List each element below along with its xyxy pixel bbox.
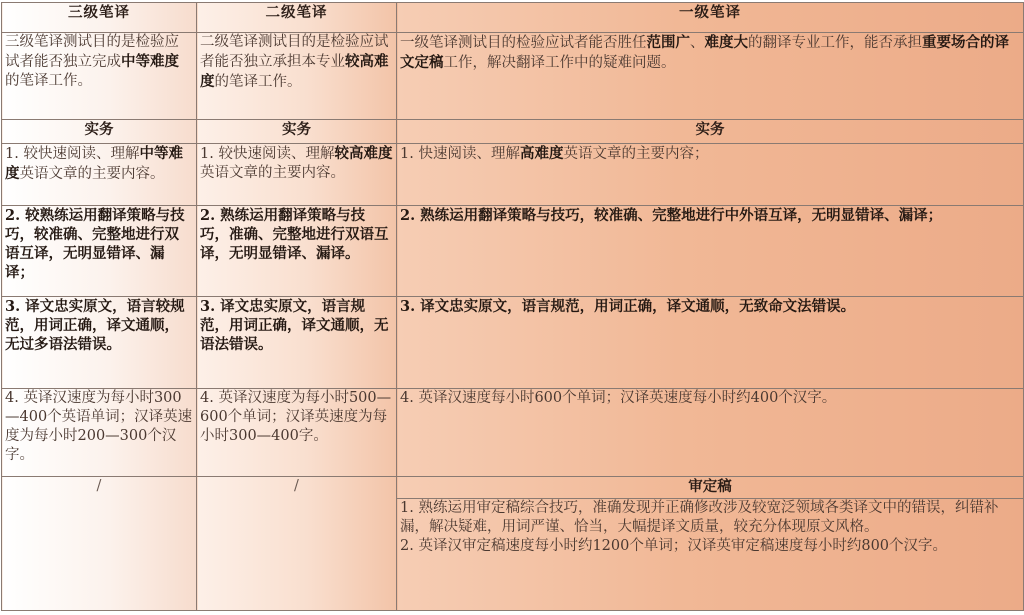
practice-section-row (2, 120, 1024, 144)
practice-1-level-1-bold: 高难度 (519, 145, 564, 162)
purpose-level-2-pre: 二级笔译测试目的是检验应试者能否独立承担本专业 (200, 34, 389, 70)
practice-4-level-2: 4. 英译汉速度为每小时500—600个单词；汉译英速度为每小时300—400字。 (197, 389, 397, 477)
purpose-level-1-bold-1: 范围广 (646, 34, 690, 51)
practice-1-level-2-bold: 较高难度 (334, 145, 393, 162)
purpose-level-2 (197, 33, 397, 120)
header-level-2: 二级笔译 (197, 3, 397, 33)
practice-4-level-3: 4. 英译汉速度为每小时300—400个英语单词；汉译英速度为每小时200—300个汉字。 (2, 389, 197, 477)
review-level-1 (397, 499, 1024, 611)
practice-label-level-2: 实务 (197, 120, 397, 144)
practice-3-level-2: 3. 译文忠实原文，语言规范，用词正确，译文通顺，无语法错误。 (197, 297, 397, 389)
practice-1-level-3-pre: 1. 较快速阅读、理解 (5, 146, 140, 162)
purpose-level-1-mid-1: 、 (690, 35, 705, 51)
purpose-level-1 (397, 33, 1024, 120)
practice-1-level-3-post: 英语文章的主要内容。 (19, 166, 165, 182)
practice-label-level-1: 实务 (397, 120, 1024, 144)
practice-2-level-2: 2. 熟练运用翻译策略与技巧，准确、完整地进行双语互译，无明显错译、漏译。 (197, 206, 397, 297)
practice-1-level-2-pre: 1. 较快速阅读、理解 (200, 146, 335, 162)
practice-1-level-2-post: 英语文章的主要内容。 (200, 165, 345, 181)
purpose-level-1-bold-3: 重要场合的译文定稿 (400, 34, 1009, 71)
practice-1-level-2 (197, 144, 397, 206)
purpose-level-1-bold-2: 难度大 (704, 34, 748, 51)
purpose-level-3-post: 的笔译工作。 (5, 73, 92, 89)
practice-1-level-1-pre: 1. 快速阅读、理解 (400, 146, 520, 162)
practice-2-level-3: 2. 较熟练运用翻译策略与技巧，较准确、完整地进行双语互译，无明显错译、漏译； (2, 206, 197, 297)
practice-1-level-1-post: 英语文章的主要内容； (563, 146, 709, 162)
practice-item-1-row (2, 144, 1024, 206)
purpose-row (2, 33, 1024, 120)
review-level-2-empty: / (197, 477, 397, 611)
practice-3-level-3: 3. 译文忠实原文，语言较规范，用词正确，译文通顺，无过多语法错误。 (2, 297, 197, 389)
review-label-level-1: 审定稿 (397, 477, 1024, 499)
translation-levels-table (1, 2, 1024, 611)
header-level-3: 三级笔译 (2, 3, 197, 33)
review-item-1: 1. 熟练运用审定稿综合技巧，准确发现并正确修改涉及较宽泛领域各类译文中的错误，纠错补漏，解决疑难，用词严谨、恰当，大幅提译文质量，较充分体现原文风格。 (400, 500, 999, 535)
purpose-level-1-mid-2: 的翻译专业工作，能否承担 (748, 35, 922, 51)
practice-2-level-1: 2. 熟练运用翻译策略与技巧，较准确、完整地进行中外语互译，无明显错译、漏译； (397, 206, 1024, 297)
practice-1-level-3-bold: 中等难度 (5, 145, 183, 182)
review-section-row (2, 477, 1024, 499)
practice-3-level-1: 3. 译文忠实原文，语言规范，用词正确，译文通顺，无致命文法错误。 (397, 297, 1024, 389)
purpose-level-3-bold: 中等难度 (121, 53, 179, 70)
purpose-level-1-pre: 一级笔译测试目的检验应试者能否胜任 (400, 35, 647, 51)
practice-1-level-1 (397, 144, 1024, 206)
practice-item-2-row (2, 206, 1024, 297)
practice-item-3-row (2, 297, 1024, 389)
header-row (2, 3, 1024, 33)
practice-label-level-3: 实务 (2, 120, 197, 144)
purpose-level-2-post: 的笔译工作。 (214, 74, 302, 90)
purpose-level-3 (2, 33, 197, 120)
practice-1-level-3 (2, 144, 197, 206)
review-level-3-empty: / (2, 477, 197, 611)
practice-item-4-row (2, 389, 1024, 477)
practice-4-level-1: 4. 英译汉速度每小时600个单词；汉译英速度每小时约400个汉字。 (397, 389, 1024, 477)
purpose-level-2-bold: 较高难度 (200, 53, 389, 90)
review-item-2: 2. 英译汉审定稿速度每小时约1200个单词；汉译英审定稿速度每小时约800个汉字。 (400, 538, 948, 554)
header-level-1: 一级笔译 (397, 3, 1024, 33)
purpose-level-1-post: 工作，解决翻译工作中的疑难问题。 (443, 55, 676, 71)
purpose-level-3-pre: 三级笔译测试目的是检验应试者能否独立完成 (5, 34, 179, 70)
